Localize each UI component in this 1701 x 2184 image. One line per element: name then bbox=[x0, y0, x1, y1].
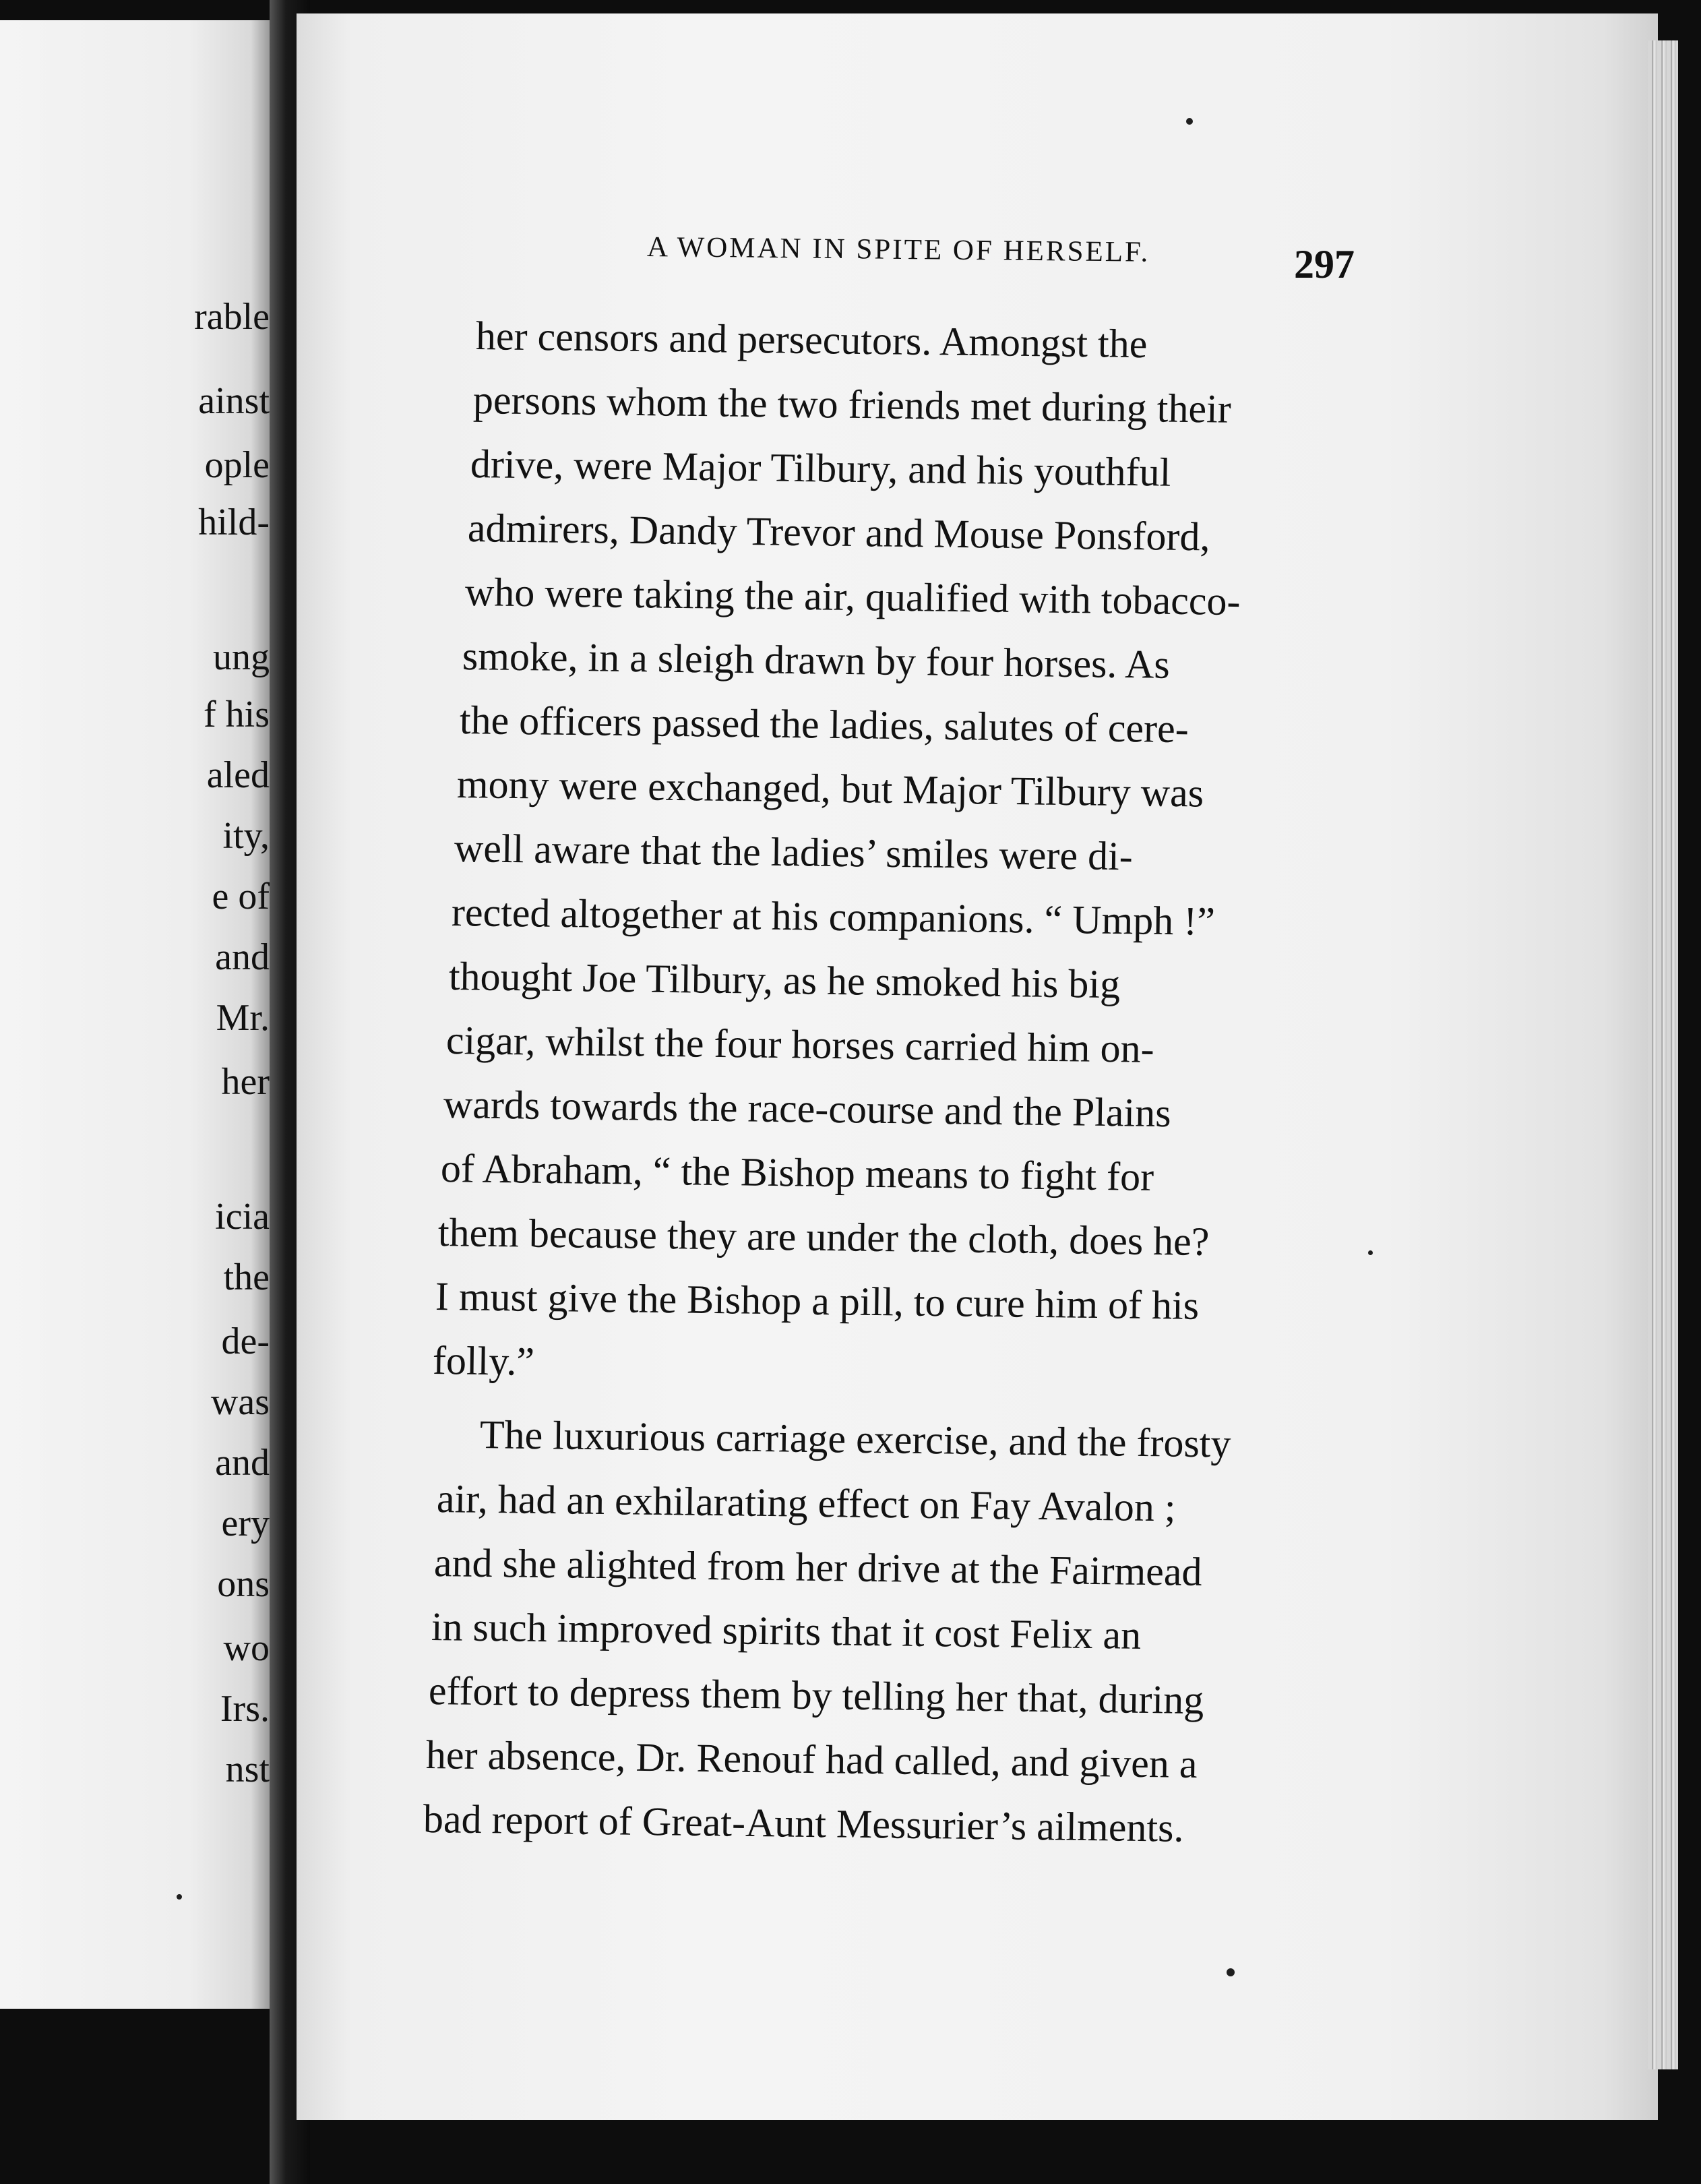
body-line: cigar, whilst the four horses carried him on- bbox=[445, 1018, 1154, 1071]
left-page-fragment: the bbox=[223, 1256, 270, 1298]
body-line: effort to depress them by telling her that, during bbox=[428, 1668, 1204, 1723]
left-page-fragment: aled bbox=[206, 754, 270, 796]
body-line: and she alighted from her drive at the Fairmead bbox=[433, 1540, 1202, 1594]
body-line: rected altogether at his companions. “ Umph !” bbox=[451, 890, 1216, 944]
body-line: admirers, Dandy Trevor and Mouse Ponsford, bbox=[467, 506, 1210, 559]
left-page-fragment: her bbox=[221, 1061, 270, 1103]
body-line: drive, were Major Tilbury, and his youthful bbox=[470, 442, 1171, 495]
body-line: the officers passed the ladies, salutes of cere- bbox=[459, 698, 1189, 752]
body-line: The luxurious carriage exercise, and the frosty bbox=[479, 1412, 1231, 1466]
dust-speck bbox=[1368, 1250, 1373, 1255]
left-page-fragment: and bbox=[215, 1442, 270, 1484]
left-page-fragment: ung bbox=[213, 636, 270, 678]
page-number: 297 bbox=[1294, 242, 1355, 286]
left-page-fragment: Irs. bbox=[220, 1688, 270, 1730]
body-line: smoke, in a sleigh drawn by four horses. As bbox=[462, 634, 1171, 687]
left-page-fragment: icia bbox=[215, 1196, 270, 1238]
body-line: thought Joe Tilbury, as he smoked his big bbox=[448, 954, 1121, 1007]
body-line: bad report of Great-Aunt Messurier’s ailments. bbox=[423, 1796, 1184, 1850]
left-page-fragment: e of bbox=[212, 876, 270, 917]
left-page-fragment: and bbox=[215, 936, 270, 978]
dust-speck bbox=[177, 1894, 182, 1900]
left-page-fragment: wo bbox=[223, 1627, 270, 1669]
body-line: in such improved spirits that it cost Felix an bbox=[431, 1604, 1142, 1658]
left-page-fragment: f his bbox=[204, 694, 270, 735]
left-page-fragment: hild- bbox=[198, 502, 270, 543]
body-line: I must give the Bishop a pill, to cure him of his bbox=[435, 1274, 1200, 1328]
body-line: folly.” bbox=[432, 1338, 535, 1384]
body-line: well aware that the ladies’ smiles were di- bbox=[454, 826, 1134, 879]
body-line: who were taking the air, qualified with tobacco- bbox=[464, 570, 1241, 624]
left-page-fragment: Mr. bbox=[216, 997, 270, 1039]
left-page bbox=[0, 20, 270, 2009]
body-line: them because they are under the cloth, does he? bbox=[437, 1210, 1210, 1264]
body-line: air, had an exhilarating effect on Fay Avalon ; bbox=[436, 1476, 1176, 1530]
body-line: persons whom the two friends met during their bbox=[472, 377, 1232, 431]
left-page-fragment: nst bbox=[225, 1749, 270, 1790]
left-page-fragment: ainst bbox=[198, 380, 270, 422]
body-line: of Abraham, “ the Bishop means to fight for bbox=[440, 1146, 1154, 1199]
body-line: her absence, Dr. Renouf had called, and given a bbox=[425, 1732, 1198, 1786]
left-page-fragment: ity, bbox=[222, 815, 270, 857]
left-page-fragment: ople bbox=[204, 444, 270, 486]
body-line: mony were exchanged, but Major Tilbury was bbox=[456, 762, 1204, 816]
body-line: wards towards the race-course and the Plains bbox=[443, 1082, 1171, 1136]
left-page-fragment: de- bbox=[221, 1321, 270, 1362]
left-page-fragment: rable bbox=[194, 296, 270, 338]
left-page-fragment: ons bbox=[217, 1563, 270, 1605]
page-edges bbox=[1648, 40, 1678, 2069]
running-head: A WOMAN IN SPITE OF HERSELF. bbox=[646, 231, 1150, 268]
left-page-fragment: was bbox=[210, 1381, 270, 1423]
dust-speck bbox=[1227, 1968, 1235, 1976]
dust-speck bbox=[1186, 118, 1193, 125]
left-page-fragment: ery bbox=[221, 1503, 270, 1544]
body-line: her censors and persecutors. Amongst the bbox=[475, 313, 1148, 367]
